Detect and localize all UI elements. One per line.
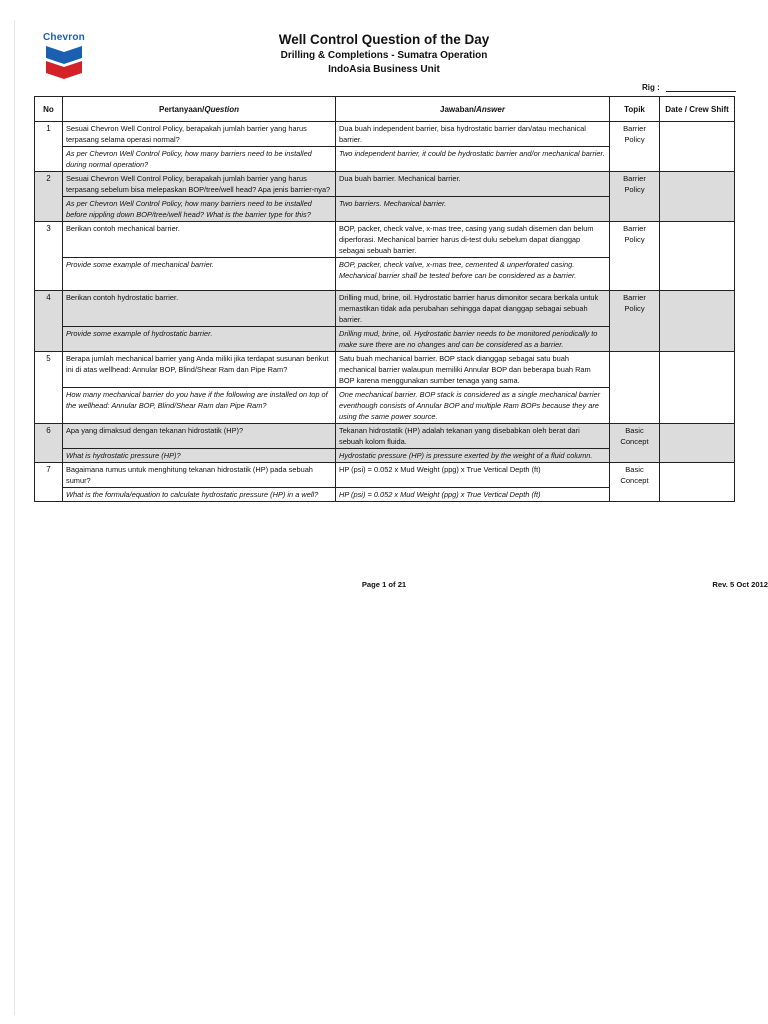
topic-cell: Barrier Policy: [610, 172, 660, 222]
page-edge-line: [14, 20, 15, 1015]
question-english: Provide some example of mechanical barrier.: [63, 258, 336, 291]
rig-label: Rig :: [642, 83, 660, 92]
answer-indonesian: BOP, packer, check valve, x-mas tree, casing yang sudah disemen dan belum diperforasi. Mechanical barrier harus di-test dulu sebelum dapat dianggap sebagai sebuah barrier.: [336, 222, 610, 258]
question-indonesian: Berikan contoh hydrostatic barrier.: [63, 291, 336, 327]
answer-indonesian: HP (psi) = 0.052 x Mud Weight (ppg) x True Vertical Depth (ft): [336, 463, 610, 488]
page-number: Page 1 of 21: [361, 580, 407, 589]
revision-date: Rev. 5 Oct 2012: [712, 580, 768, 589]
topic-cell: Barrier Policy: [610, 222, 660, 291]
date-crew-shift-cell: [660, 424, 735, 463]
topic-cell: [610, 352, 660, 424]
answer-english: Two independent barrier, it could be hydrostatic barrier and/or mechanical barrier.: [336, 147, 610, 172]
date-crew-shift-cell: [660, 463, 735, 502]
table-row: [35, 463, 735, 488]
answer-english: Two barriers. Mechanical barrier.: [336, 197, 610, 222]
row-number: 4: [35, 291, 63, 352]
header-question: [63, 97, 336, 122]
logo-wordmark: Chevron: [43, 32, 85, 43]
header-no: No: [35, 97, 63, 122]
document-title: Well Control Question of the Day: [278, 32, 490, 47]
question-indonesian: Sesuai Chevron Well Control Policy, berapakah jumlah barrier yang harus terpasang sebelum bisa melepaskan BOP/tree/well head? Apa jenis barrier-nya?: [63, 172, 336, 197]
header-answer: [336, 97, 610, 122]
topic-cell: Barrier Policy: [610, 291, 660, 352]
header-question-en: Question: [204, 104, 240, 114]
header-question-id: Pertanyaan/: [158, 104, 205, 114]
answer-english: Hydrostatic pressure (HP) is pressure exerted by the weight of a fluid column.: [336, 449, 610, 463]
date-crew-shift-cell: [660, 291, 735, 352]
topic-cell: Basic Concept: [610, 463, 660, 502]
date-crew-shift-cell: [660, 172, 735, 222]
answer-english: Drilling mud, brine, oil. Hydrostatic barrier needs to be monitored periodically to make sure there are no changes and can be considered as a barrier.: [336, 327, 610, 352]
row-number: 5: [35, 352, 63, 424]
question-indonesian: Sesuai Chevron Well Control Policy, berapakah jumlah barrier yang harus terpasang selama operasi normal?: [63, 122, 336, 147]
answer-indonesian: Tekanan hidrostatik (HP) adalah tekanan yang disebabkan oleh berat dari sebuah kolom fluida.: [336, 424, 610, 449]
question-table: [34, 96, 735, 502]
table-row: [35, 172, 735, 197]
table-header-row: [35, 97, 735, 122]
answer-indonesian: Drilling mud, brine, oil. Hydrostatic barrier harus dimonitor secara berkala untuk memastikan tidak ada perubahan sehingga dapat dianggap sebagai sebuah barrier.: [336, 291, 610, 327]
topic-cell: Barrier Policy: [610, 122, 660, 172]
question-english: As per Chevron Well Control Policy, how many barriers need to be installed before nippling down BOP/tree/well head? What is the barrier type for this?: [63, 197, 336, 222]
table-row: [35, 352, 735, 388]
question-english: What is the formula/equation to calculate hydrostatic pressure (HP) in a well?: [63, 488, 336, 502]
question-english: What is hydrostatic pressure (HP)?: [63, 449, 336, 463]
header-date: Date / Crew Shift: [660, 97, 735, 122]
table-row: [35, 222, 735, 258]
question-english: Provide some example of hydrostatic barrier.: [63, 327, 336, 352]
row-number: 6: [35, 424, 63, 463]
answer-indonesian: Dua buah barrier. Mechanical barrier.: [336, 172, 610, 197]
header-answer-id: Jawaban/: [440, 104, 477, 114]
answer-english: HP (psi) = 0.052 x Mud Weight (ppg) x True Vertical Depth (ft): [336, 488, 610, 502]
topic-cell: Basic Concept: [610, 424, 660, 463]
header-topic: Topik: [610, 97, 660, 122]
question-english: As per Chevron Well Control Policy, how many barriers need to be installed during normal operation?: [63, 147, 336, 172]
answer-indonesian: Dua buah independent barrier, bisa hydrostatic barrier dan/atau mechanical barrier.: [336, 122, 610, 147]
question-indonesian: Bagaimana rumus untuk menghitung tekanan hidrostatik (HP) pada sebuah sumur?: [63, 463, 336, 488]
date-crew-shift-cell: [660, 352, 735, 424]
date-crew-shift-cell: [660, 222, 735, 291]
header-answer-en: Answer: [476, 104, 505, 114]
business-unit: IndoAsia Business Unit: [328, 64, 440, 75]
rig-blank-line: [666, 83, 736, 92]
question-english: How many mechanical barrier do you have if the following are installed on top of the wellhead: Annular BOP, Blind/Shear Ram dan Pipe Ram?: [63, 388, 336, 424]
document-header: [0, 32, 768, 75]
table-row: [35, 424, 735, 449]
table-row: [35, 291, 735, 327]
question-indonesian: Apa yang dimaksud dengan tekanan hidrostatik (HP)?: [63, 424, 336, 449]
answer-english: One mechanical barrier. BOP stack is considered as a single mechanical barrier eventhough consists of Annular BOP and multiple Ram BOPs because they are using the same power source.: [336, 388, 610, 424]
row-number: 2: [35, 172, 63, 222]
question-indonesian: Berapa jumlah mechanical barrier yang Anda miliki jika terdapat susunan berikut ini di atas wellhead: Annular BOP, Blind/Shear Ram dan Pipe Ram?: [63, 352, 336, 388]
answer-english: BOP, packer, check valve, x-mas tree, cemented & unperforated casing. Mechanical barrier shall be tested before can be considered as a barrier.: [336, 258, 610, 291]
date-crew-shift-cell: [660, 122, 735, 172]
row-number: 3: [35, 222, 63, 291]
question-indonesian: Berikan contoh mechanical barrier.: [63, 222, 336, 258]
row-number: 1: [35, 122, 63, 172]
rig-field: [642, 83, 736, 92]
row-number: 7: [35, 463, 63, 502]
answer-indonesian: Satu buah mechanical barrier. BOP stack dianggap sebagai satu buah mechanical barrier walaupun memiliki Annular BOP dan beberapa buah Ram BOP karena menggunakan sumber tenaga yang sama.: [336, 352, 610, 388]
document-subtitle: Drilling & Completions - Sumatra Operation: [280, 50, 488, 61]
table-row: [35, 122, 735, 147]
